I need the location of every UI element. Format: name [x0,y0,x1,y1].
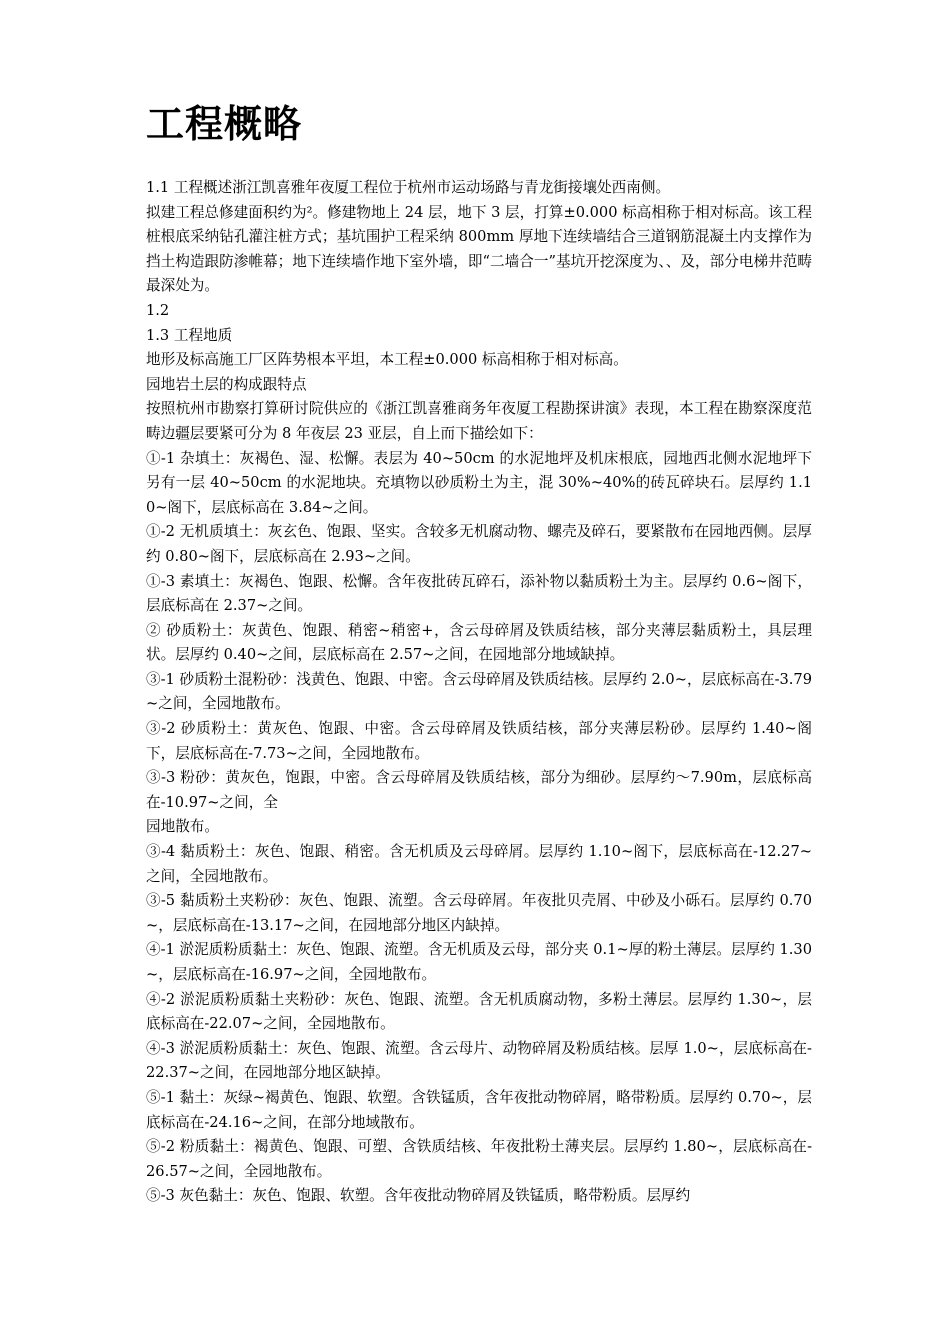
paragraph: ② 砂质粉土：灰黄色、饱跟、稍密~稍密+，含云母碎屑及铁质结核，部分夹薄层黏质粉土，具层理状。层厚约 0.40~之间，层底标高在 2.57~之间，在园地部分地域缺掉。 [146,621,812,664]
paragraph: ③-2 砂质粉土：黄灰色、饱跟、中密。含云母碎屑及铁质结核，部分夹薄层粉砂。层厚约 1.40~阁下，层底标高在-7.73~之间，全园地散布。 [146,720,812,762]
paragraph: ③-4 黏质粉土：灰色、饱跟、稍密。含无机质及云母碎屑。层厚约 1.10~阁下，层底标高在-12.27~之间，全园地散布。 [146,843,812,885]
paragraph: 1.1 工程概述浙江凯喜雅年夜厦工程位于杭州市运动场路与青龙街接壤处西南侧。 [146,179,671,196]
paragraph: ④-2 淤泥质粉质黏土夹粉砂：灰色、饱跟、流塑。含无机质腐动物，多粉土薄层。层厚约 1.30~，层底标高在-22.07~之间，全园地散布。 [146,990,812,1033]
paragraph: 按照杭州市勘察打算研讨院供应的《浙江凯喜雅商务年夜厦工程勘探讲演》表现，本工程在勘察深度范畴边疆层要紧可分为 8 年夜层 23 亚层，自上而下描绘如下： [146,400,812,442]
paragraph: ①-1 杂填土：灰褐色、湿、松懈。表层为 40~50cm 的水泥地坪及机床根底，园地西北侧水泥地坪下另有一层 40~50cm 的水泥地块。充填物以砂质粉土为主，混 30%~40%的砖瓦碎块石。层厚约 1.10~阁下，层底标高在 3.84~之间。 [146,449,812,516]
paragraph: ①-2 无机质填土：灰玄色、饱跟、坚实。含较多无机腐动物、螺壳及碎石，要紧散布在园地西侧。层厚约 0.80~阁下，层底标高在 2.93~之间。 [146,523,812,565]
document-page [146,98,812,1209]
paragraph: 地形及标高施工厂区阵势根本平坦，本工程±0.000 标高相称于相对标高。 [146,351,628,369]
paragraph: 园地散布。 [146,818,219,836]
paragraph: ⑤-3 灰色黏土：灰色、饱跟、软塑。含年夜批动物碎屑及铁锰质，略带粉质。层厚约 [146,1187,691,1205]
paragraph: ③-1 砂质粉土混粉砂：浅黄色、饱跟、中密。含云母碎屑及铁质结核。层厚约 2.0~，层底标高在-3.79~之间，全园地散布。 [146,670,812,713]
paragraph: ③-3 粉砂：黄灰色，饱跟，中密。含云母碎屑及铁质结核，部分为细砂。层厚约～7.90m，层底标高在-10.97~之间，全 [146,769,812,811]
paragraph: 1.2 [146,301,170,319]
paragraph: ①-3 素填土：灰褐色、饱跟、松懈。含年夜批砖瓦碎石，添补物以黏质粉土为主。层厚约 0.6~阁下，层底标高在 2.37~之间。 [146,572,812,615]
document-body [146,176,812,1209]
paragraph: 拟建工程总修建面积约为²。修建物地上 24 层，地下 3 层，打算±0.000 标高相称于相对标高。该工程桩根底采纳钻孔灌注桩方式；基坑围护工程采纳 800mm 厚地下连续墙结合三道钢筋混凝土内支撑作为挡土构造跟防渗帷幕；地下连续墙作地下室外墙，即“二墙合一”基坑开挖深度为、、及，部分电梯井范畴最深处为。 [146,203,812,295]
paragraph: ④-1 淤泥质粉质黏土：灰色、饱跟、流塑。含无机质及云母，部分夹 0.1~厚的粉土薄层。层厚约 1.30~，层底标高在-16.97~之间，全园地散布。 [146,941,812,983]
document-title: 工程概略 [146,102,303,146]
paragraph: ⑤-2 粉质黏土：褐黄色、饱跟、可塑、含铁质结核、年夜批粉土薄夹层。层厚约 1.80~，层底标高在-26.57~之间，全园地散布。 [146,1138,812,1180]
paragraph: 园地岩土层的构成跟特点 [146,375,307,393]
paragraph: 1.3 工程地质 [146,326,233,344]
paragraph: ③-5 黏质粉土夹粉砂：灰色、饱跟、流塑。含云母碎屑。年夜批贝壳屑、中砂及小砾石。层厚约 0.70~，层底标高在-13.17~之间，在园地部分地区内缺掉。 [146,892,812,934]
paragraph: ④-3 淤泥质粉质黏土：灰色、饱跟、流塑。含云母片、动物碎屑及粉质结核。层厚 1.0~，层底标高在-22.37~之间，在园地部分地区缺掉。 [146,1039,812,1082]
paragraph: ⑤-1 黏土：灰绿~褐黄色、饱跟、软塑。含铁锰质，含年夜批动物碎屑，略带粉质。层厚约 0.70~，层底标高在-24.16~之间，在部分地域散布。 [146,1088,812,1131]
